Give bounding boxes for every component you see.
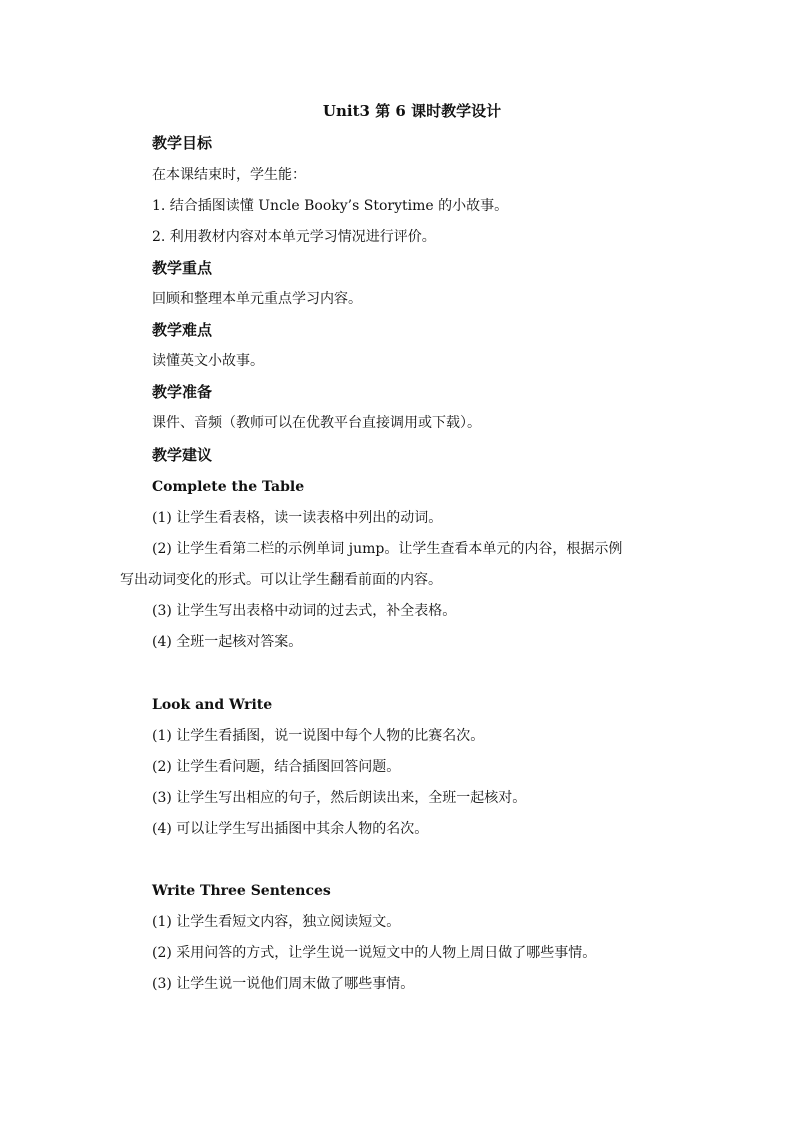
- objective-item-1: 1. 结合插图读懂 Uncle Booky’s Storytime 的小故事。: [152, 198, 509, 214]
- section-title-write-three-sentences: Write Three Sentences: [152, 883, 331, 899]
- complete-table-step-1: (1) 让学生看表格，读一读表格中列出的动词。: [152, 510, 443, 526]
- section-title-complete-table: Complete the Table: [152, 479, 305, 495]
- write-sentences-step-1: (1) 让学生看短文内容，独立阅读短文。: [152, 914, 401, 930]
- section-title-look-and-write: Look and Write: [152, 697, 273, 713]
- objectives-heading: 教学目标: [152, 134, 213, 152]
- key-points-text: 回顾和整理本单元重点学习内容。: [152, 291, 362, 307]
- complete-table-step-2-continued: 写出动词变化的形式。可以让学生翻看前面的内容。: [120, 572, 442, 588]
- look-and-write-step-4: (4) 可以让学生写出插图中其余人物的名次。: [152, 821, 429, 837]
- difficulties-text: 读懂英文小故事。: [152, 353, 264, 369]
- write-sentences-step-3: (3) 让学生说一说他们周末做了哪些事情。: [152, 976, 415, 992]
- complete-table-step-4: (4) 全班一起核对答案。: [152, 634, 303, 650]
- key-points-heading: 教学重点: [152, 259, 213, 277]
- objective-item-2: 2. 利用教材内容对本单元学习情况进行评价。: [152, 229, 436, 245]
- look-and-write-step-3: (3) 让学生写出相应的句子，然后朗读出来，全班一起核对。: [152, 790, 527, 806]
- look-and-write-step-2: (2) 让学生看问题，结合插图回答问题。: [152, 759, 401, 775]
- preparation-text: 课件、音频（教师可以在优教平台直接调用或下载）。: [152, 415, 481, 431]
- complete-table-step-3: (3) 让学生写出表格中动词的过去式，补全表格。: [152, 603, 457, 619]
- write-sentences-step-2: (2) 采用问答的方式，让学生说一说短文中的人物上周日做了哪些事情。: [152, 945, 597, 961]
- difficulties-heading: 教学难点: [152, 321, 213, 339]
- suggestions-heading: 教学建议: [152, 446, 213, 464]
- preparation-heading: 教学准备: [152, 383, 213, 401]
- complete-table-step-2: (2) 让学生看第二栏的示例单词 jump。让学生查看本单元的内谷，根据示例: [152, 541, 623, 557]
- look-and-write-step-1: (1) 让学生看插图，说一说图中每个人物的比赛名次。: [152, 728, 485, 744]
- objectives-intro: 在本课结束时，学生能：: [152, 167, 306, 183]
- page-title: Unit3 第 6 课时教学设计: [322, 102, 502, 120]
